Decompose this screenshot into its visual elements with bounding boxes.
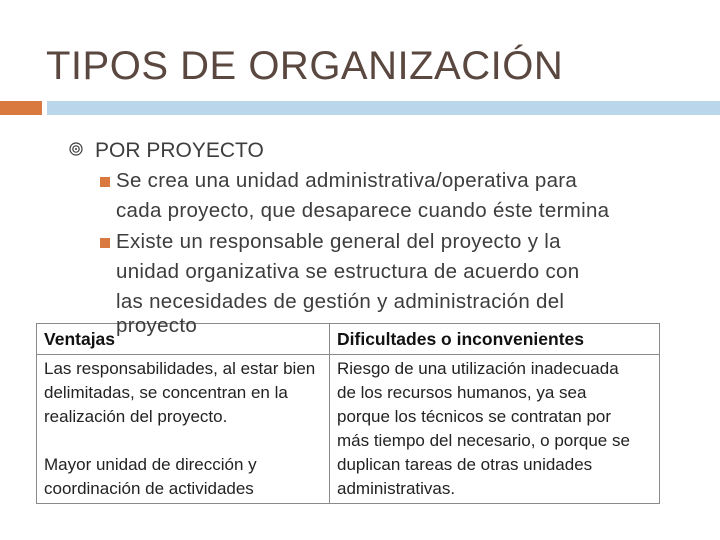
subbullet-2-line: Existe un responsable general del proyecto y la [116,230,561,253]
ventajas-line: Las responsabilidades, al estar bien [44,359,316,378]
ventajas-line: Mayor unidad de dirección y [44,455,257,474]
comparison-table-image [36,323,660,498]
ventajas-line: delimitadas, se concentran en la [44,383,288,402]
square-bullet [100,238,110,248]
table-cell-ventajas [37,355,330,504]
table-cell-dificultades [330,355,660,504]
table-header-dificultades: Dificultades o inconvenientes [330,324,660,355]
subbullet-1 [116,166,696,226]
square-bullet [100,177,110,187]
dificultades-line: duplican tareas de otras unidades [337,455,593,474]
subbullet-2-line: las necesidades de gestión y administración del [116,290,565,313]
dificultades-line: porque los técnicos se contratan por [337,407,612,426]
dificultades-line: Riesgo de una utilización inadecuada [337,359,619,378]
subbullet-1-line: Se crea una unidad administrativa/operativa para [116,169,578,192]
slide-title: TIPOS DE ORGANIZACIÓN [46,44,564,88]
ventajas-line: coordinación de actividades [44,479,254,498]
accent-bar-blue [47,101,720,115]
dificultades-line: de los recursos humanos, ya sea [337,383,587,402]
subbullet-2-line: unidad organizativa se estructura de acuerdo con [116,260,580,283]
ventajas-line: realización del proyecto. [44,407,228,426]
subbullet-1-line: cada proyecto, que desaparece cuando éste termina [116,199,610,222]
bullet-por-proyecto: POR PROYECTO [95,139,264,162]
subbullet-2 [116,227,696,317]
dificultades-line: más tiempo del necesario, o porque se [337,431,630,450]
table-header-ventajas: Ventajas [37,324,330,355]
target-icon [68,141,84,157]
accent-bar-orange [0,101,42,115]
dificultades-line: administrativas. [337,479,456,498]
subbullet-2-line-overflow: proyecto [116,314,198,337]
